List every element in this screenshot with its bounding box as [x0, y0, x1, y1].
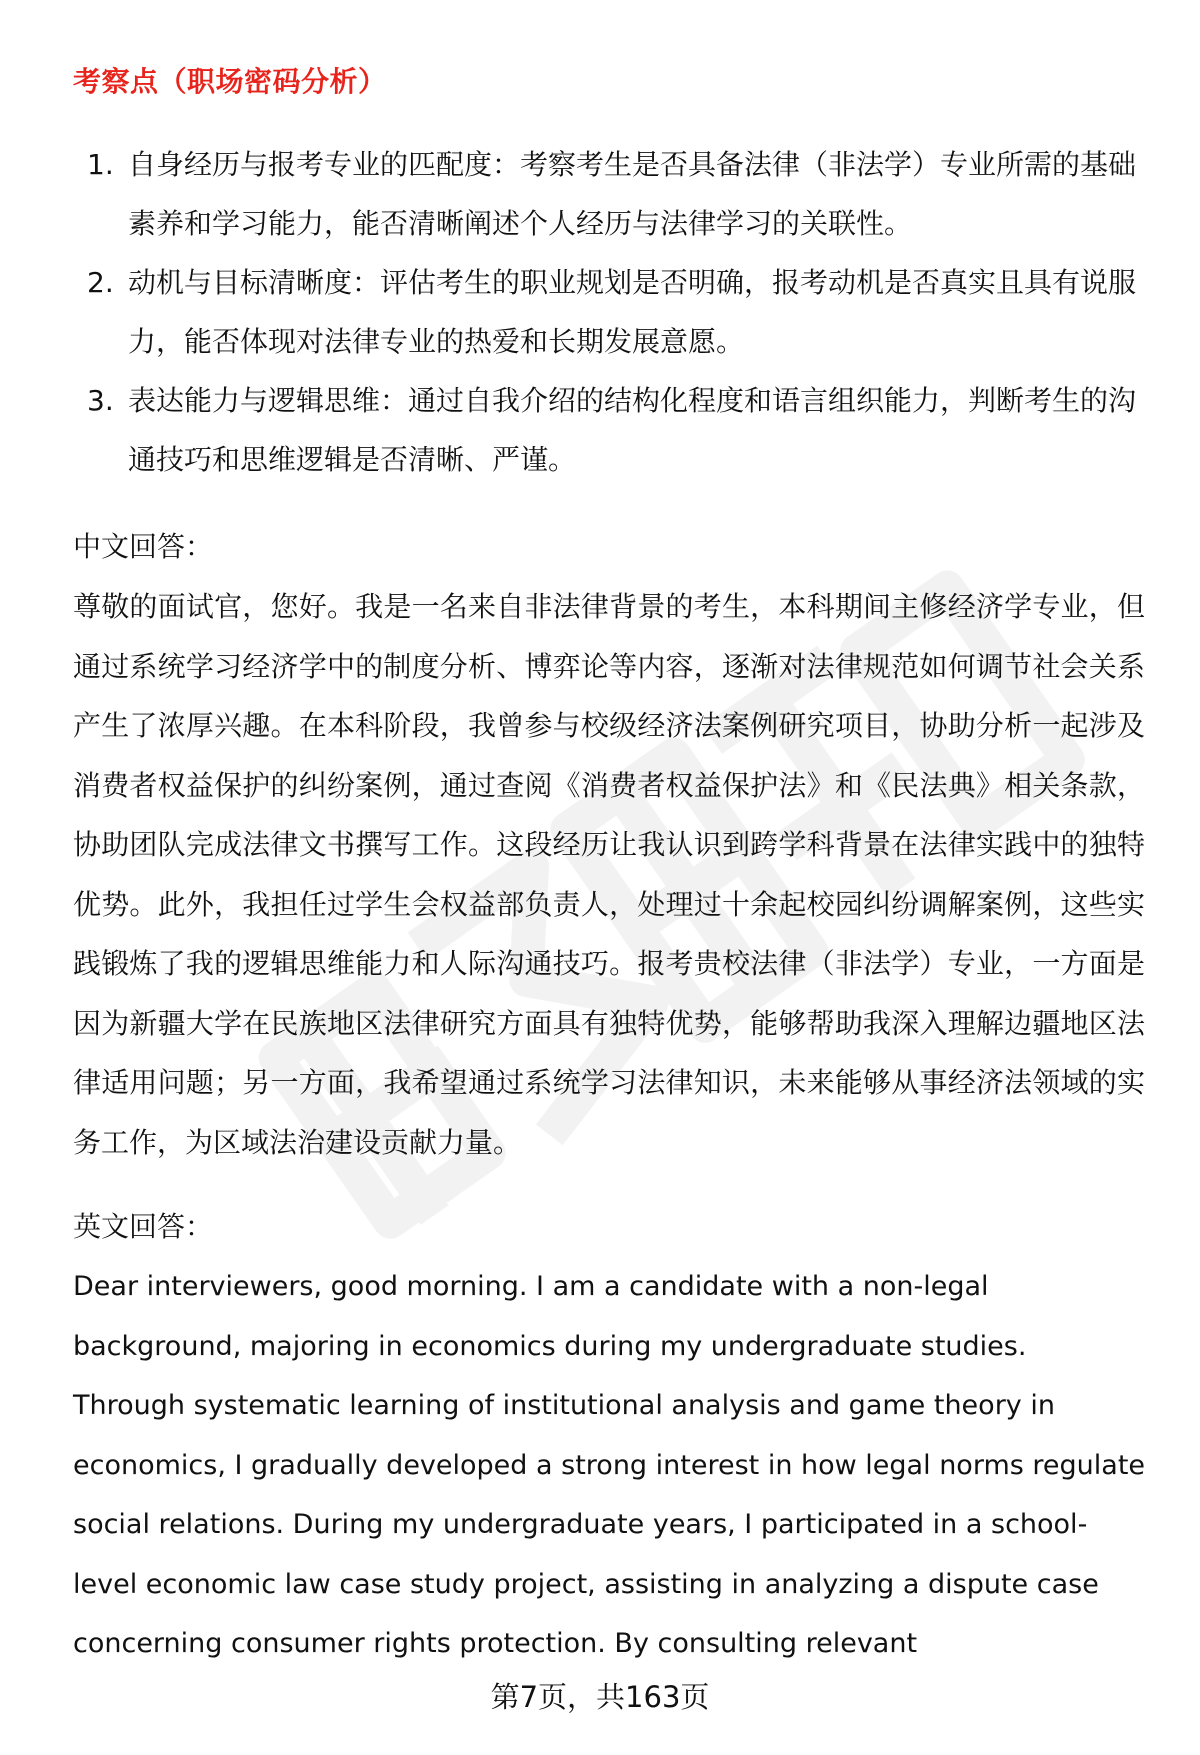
page-number-footer: 第7页，共163页 — [490, 1680, 710, 1714]
chinese-answer-label: 中文回答： — [73, 530, 214, 563]
english-answer-label: 英文回答： — [73, 1210, 214, 1243]
list-item-number: 1. — [87, 148, 114, 181]
assessment-points-list — [73, 135, 1143, 489]
list-item-text: 表达能力与逻辑思维：通过自我介绍的结构化程度和语言组织能力，判断考生的沟通技巧和思维逻辑是否清晰、严谨。 — [128, 384, 1137, 476]
list-item — [73, 135, 1143, 253]
english-answer-text: Dear interviewers, good morning. I am a candidate with a non-legal background, majoring in economics during my undergraduate studies. Through systematic learning of institutional analysis and game theory in economics, I gradually developed a strong interest in how legal norms regulate social relations. During my undergraduate years, I participated in a school-level economic law case study project, assisting in analyzing a dispute case concerning consumer rights protection. By consulting relevant — [73, 1271, 1146, 1659]
list-item-number: 3. — [87, 384, 114, 417]
list-item-number: 2. — [87, 266, 114, 299]
list-item — [73, 371, 1143, 489]
chinese-answer-text: 尊敬的面试官，您好。我是一名来自非法律背景的考生，本科期间主修经济学专业，但通过系统学习经济学中的制度分析、博弈论等内容，逐渐对法律规范如何调节社会关系产生了浓厚兴趣。在本科阶段，我曾参与校级经济法案例研究项目，协助分析一起涉及消费者权益保护的纠纷案例，通过查阅《消费者权益保护法》和《民法典》相关条款，协助团队完成法律文书撰写工作。这段经历让我认识到跨学科背景在法律实践中的独特优势。此外，我担任过学生会权益部负责人，处理过十余起校园纠纷调解案例，这些实践锻炼了我的逻辑思维能力和人际沟通技巧。报考贵校法律（非法学）专业，一方面是因为新疆大学在民族地区法律研究方面具有独特优势，能够帮助我深入理解边疆地区法律适用问题；另一方面，我希望通过系统学习法律知识，未来能够从事经济法领域的实务工作，为区域法治建设贡献力量。 — [73, 590, 1145, 1159]
list-item-text: 自身经历与报考专业的匹配度：考察考生是否具备法律（非法学）专业所需的基础素养和学习能力，能否清晰阐述个人经历与法律学习的关联性。 — [128, 148, 1137, 240]
section-title: 考察点（职场密码分析） — [73, 65, 387, 98]
list-item — [73, 253, 1143, 371]
list-item-text: 动机与目标清晰度：评估考生的职业规划是否明确，报考动机是否真实且具有说服力，能否体现对法律专业的热爱和长期发展意愿。 — [128, 266, 1137, 358]
